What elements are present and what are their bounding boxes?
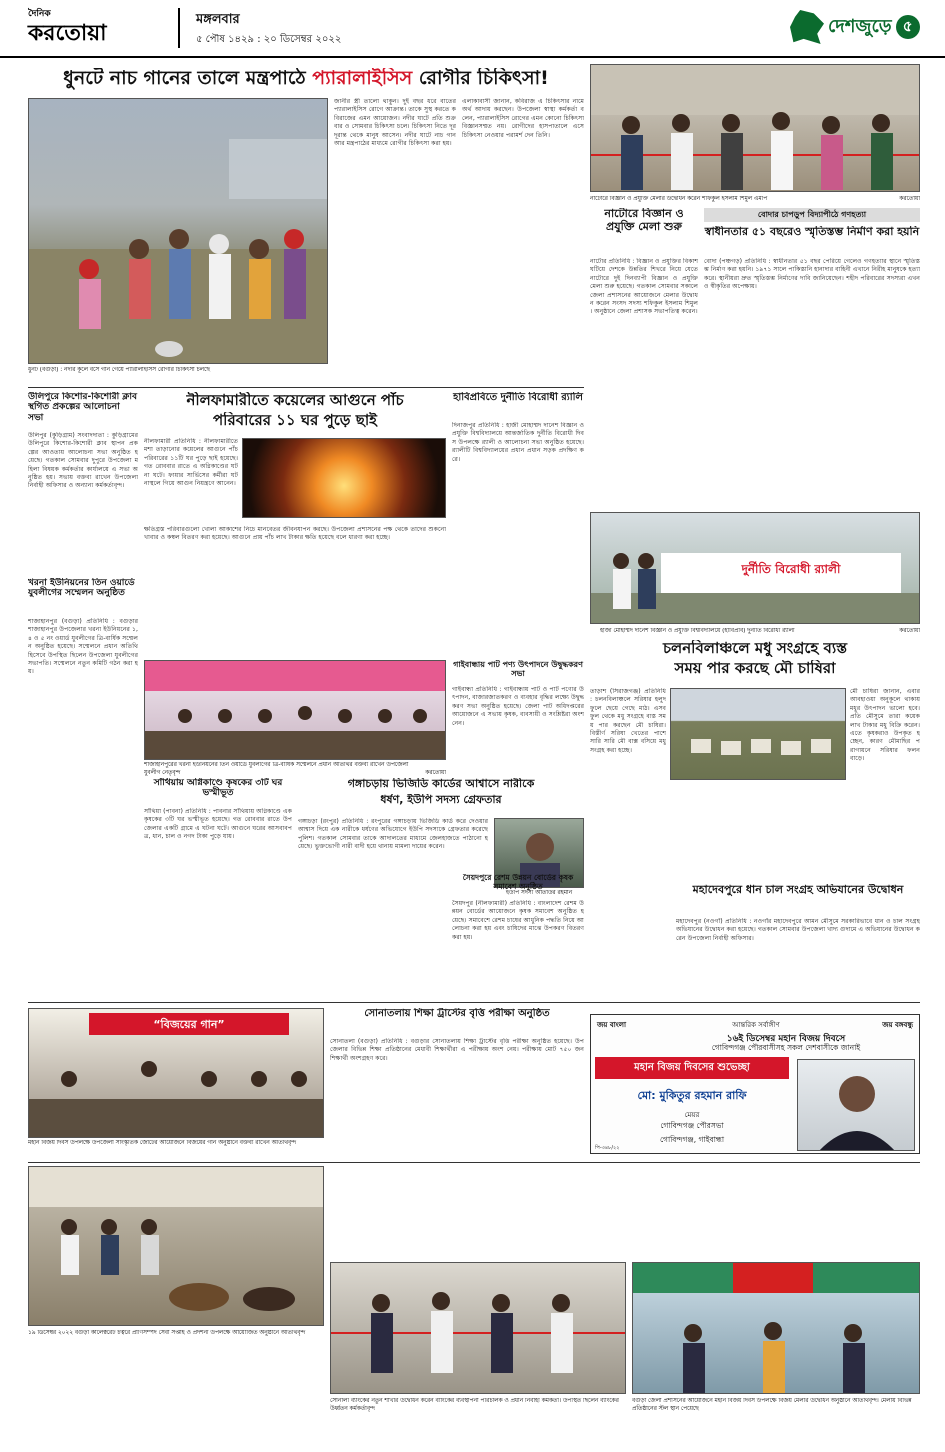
chapai-kicker: বোদার চাপড়ুপ বিদ্যাপীঠে গণহত্যা [704,208,920,222]
habipro-body: দিনাজপুর প্রতিনিধি : হাজী মোহাম্মদ দানেশ বিজ্ঞান ও প্রযুক্তি বিশ্ববিদ্যালয়ে আন্তর্জাতিক দুর্নীতি বিরোধী দিবস উপলক্ষে র‍্যালী ও আলোচনা সভা অনুষ্ঠিত হয়েছে। র‍্যালীটি বিশ্ববিদ্যালয়ের প্রধান প্রধান সড়ক প্রদক্ষিণ করে। [452,422,584,463]
mohadevpur-headline: মহাদেবপুরে ধান চাল সংগ্রহ অভিযানের উদ্বোধন [692,884,904,896]
conference-photo-art [145,661,446,760]
section-logo [790,8,940,46]
ad-code: পি-৩৪৮/২২ [595,1145,620,1151]
kharna-story [28,578,138,998]
kharna-headline: খরনা ইউনিয়নের তিন ওয়ার্ডে যুবলীগের সম্মেলন অনুষ্ঠিত [28,578,135,599]
natore-fair-photo [590,64,920,192]
ad-left-label: জয় বাংলা [597,1021,627,1029]
nilphamari-body-left: নীলফামারী প্রতিনিধি : নীলফামারীতে মশা তাড়ানোর কয়েলের আগুনে পাঁচ পরিবারের ১১টি ঘর পুড়ে ছাই হয়েছে। গত রোববার রাতে এ অগ্নিকাণ্ডের ঘটনা ঘটে। ফায়ার সার্ভিসের কর্মীরা ঘটনাস্থলে গিয়ে আগুন নিয়ন্ত্রণে আনেন। [144,438,238,488]
ad-greeting: মহান বিজয় দিবসের শুভেচ্ছা [634,1062,750,1073]
ad-org: গোবিন্দগঞ্জ পৌরসভা [660,1121,724,1130]
lead-photo-caption: ধুনট (বগুড়া) : নদীর কূলে বসে গান গেয়ে প্যারালাইসিস রোগীর চিকিৎসা চলছে [28,367,210,373]
victory-fair-photo-art [633,1263,920,1394]
chalan-body-left: তাড়াশ (সিরাজগঞ্জ) প্রতিনিধি : চলনবিলাঞ্চলে সরিষার হলুদ ফুলে ছেয়ে গেছে মাঠ। এসব ফুল থেকে মধু সংগ্রহে ব্যস্ত সময় পার করছেন মৌ চাষিরা। বিস্তীর্ণ সরিষা খেতের পাশে সারি সারি মৌ বাক্স বসিয়ে মধু সংগ্রহ করা হচ্ছে। [590,688,666,754]
masthead-day: মঙ্গলবার [196,12,240,27]
lead-headline-part-b: রোগীর চিকিৎসা! [412,68,549,89]
lead-body-right: এলাকাবাসী জানান, কবিরাজ এ চিকিৎসার নামে অর্থ আদায় করছেন। উপজেলা স্বাস্থ্য কর্মকর্তা বলেন, প্যারালাইসিস রোগের এমন কোনো চিকিৎসা বিজ্ঞানসম্মত নয়। রোগীদের হাসপাতালে এসে চিকিৎসা নেওয়ার পরামর্শ দেন তিনি। [462,98,584,139]
masthead-date: ৫ পৌষ ১৪২৯ : ২০ ডিসেম্বর ২০২২ [196,34,342,45]
sathia-headline: সাঁথিয়ায় অগ্নিকাণ্ডে কৃষকের ৩টি ঘর ভস্মীভূত [153,778,283,799]
conference-photo-credit: করতোয়া [425,770,446,776]
habipro-story [452,392,584,656]
rule [28,1002,920,1003]
masthead-divider [178,8,180,48]
livestock-photo [28,1166,324,1326]
natore-story [590,208,698,508]
nilphamari-body-right: ক্ষতিগ্রস্ত পরিবারগুলো খোলা আকাশের নিচে মানবেতর জীবনযাপন করছে। উপজেলা প্রশাসনের পক্ষ থেকে তাদের শুকনো খাবার ও কম্বল বিতরণ করা হয়েছে। আগুনে প্রায় পাঁচ লাখ টাকার ক্ষতি হয়েছে বলে ধারণা করা হচ্ছে। [144,526,446,542]
natore-photo-art [591,65,920,192]
rally-banner: দুর্নীতি বিরোধী র‍্যালী [741,562,841,576]
sathia-story [144,778,292,998]
mayor-portrait [797,1059,915,1151]
conference-photo-caption: শাজাহানপুরের খরনা ইউনিয়নের তিন ওয়ার্ডে যুবলীগের ত্রি-বার্ষিক সম্মেলনে প্রধান অতিথির বক্তব্য রাখেন উপজেলা যুবলীগ নেতৃবৃন্দ [144,762,409,776]
lead-headline-highlight: প্যারালাইসিস [312,68,413,89]
logo-small-text: দৈনিক [28,9,51,19]
ad-place: গোবিন্দগঞ্জ, গাইবান্ধা [659,1135,725,1144]
chapai-body: বোদা (পঞ্চগড়) প্রতিনিধি : স্বাধীনতার ৫১ বছর পেরিয়ে গেলেও গণহত্যার স্থানে স্মৃতিস্তম্ভ নির্মাণ করা হয়নি। ১৯৭১ সালে পাকিস্তানি হানাদার বাহিনী এখানে নিরীহ মানুষকে হত্যা করে। স্থানীয়রা দ্রুত স্মৃতিস্তম্ভ নির্মাণের দাবি জানিয়েছেন। শহীদ পরিবারের সদস্যরা এখনও স্বীকৃতির অপেক্ষায়। [704,258,920,291]
conference-photo [144,660,446,760]
saidpur-headline: সৈয়দপুরে রেশম উন্নয়ন বোর্ডের কৃষক সমাবেশ অনুষ্ঠিত [462,874,574,891]
ad-right-label: জয় বঙ্গবন্ধু [882,1021,913,1029]
natore-photo-caption: নাটোরে বিজ্ঞান ও প্রযুক্তি মেলার উদ্বোধন করেন শফিকুল ইসলাম শিমুল এমপি [590,196,768,202]
chalan-headline-1: চলনবিলাঞ্চলে মধু সংগ্রহে ব্যস্ত [662,640,848,657]
page-number: ৫ [896,15,920,39]
livestock-photo-art [29,1167,324,1326]
gangachara-headline-2: ধর্ষণ, ইউপি সদস্য গ্রেফতার [380,794,502,806]
bangladesh-map-icon [790,10,824,44]
habipro-headline: হাবিপ্রবিতে দুর্নীতি বিরোধী র‍্যালি [453,392,583,403]
accused-photo-caption: ইউপি সদস্য আতাউর রহমান [505,890,573,896]
bank-inauguration-photo [330,1262,626,1394]
ad-top-line: আন্তরিক সর্বাঙ্গীণ [732,1021,780,1029]
fire-photo [242,438,446,518]
kharna-body: শাজাহানপুর (বগুড়া) প্রতিনিধি : বগুড়ার শাজাহানপুর উপজেলার খরনা ইউনিয়নের ১, ৪ ও ৫ নং ওয়ার্ড যুবলীগের ত্রি-বার্ষিক সম্মেলন অনুষ্ঠিত হয়েছে। সম্মেলনে প্রধান অতিথি হিসেবে উপস্থিত ছিলেন উপজেলা যুবলীগের সভাপতি। সম্মেলনে নতুন কমিটি গঠন করা হয়। [28,618,138,676]
mohadevpur-body: মহাদেবপুর (নওগাঁ) প্রতিনিধি : নওগাঁর মহাদেবপুরে আমন মৌসুমে সরকারিভাবে ধান ও চাল সংগ্রহ অভিযানের উদ্বোধন করা হয়েছে। গতকাল সোমবার উপজেলা খাদ্য গুদামে এ অভিযানের উদ্বোধন করেন উপজেলা নির্বাহী অফিসার। [676,918,920,942]
ulipur-body: উলিপুর (কুড়িগ্রাম) সংবাদদাতা : কুড়িগ্রামের উলিপুরে কিশোর-কিশোরী ক্লাব স্থাপন প্রকল্পের আওতায় আলোচনা সভা অনুষ্ঠিত হয়েছে। গতকাল সোমবার দুপুরে উপজেলা মহিলা বিষয়ক কর্মকর্তার কার্যালয়ে এ সভা অনুষ্ঠিত হয়। সভায় বক্তব্য রাখেন উপজেলা নির্বাহী অফিসার ও অন্যান্য কর্মকর্তাবৃন্দ। [28,432,138,490]
bijoy-banner: “বিজয়ের গান” [153,1018,225,1031]
beehive-photo [670,688,846,780]
ad-name: মো: মুকিতুর রহমান রাফি [637,1089,747,1102]
natore-photo-credit: করতোয়া [899,196,920,202]
chalan-body-right: মৌ চাষিরা জানান, এবার আবহাওয়া অনুকূলে থাকায় মধুর উৎপাদন ভালো হবে। প্রতি মৌসুমে তারা কয়েক লাখ টাকার মধু বিক্রি করেন। এতে কৃষকরাও উপকৃত হচ্ছেন, কারণ মৌমাছির পরাগায়নে সরিষার ফলন বাড়ে। [850,688,920,763]
natore-headline: নাটোরে বিজ্ঞান ও প্রযুক্তি মেলা শুরু [604,208,684,233]
gangachara-headline-1: গঙ্গাচড়ায় ভিজিডি কার্ডের আশ্বাসে নারীকে [347,778,535,790]
rally-caption: হাজী মোহাম্মদ দানেশ বিজ্ঞান ও প্রযুক্তি বিশ্ববিদ্যালয়ে (হাবিপ্রবি) দুর্নীতি বিরোধী র‍্যালী [600,628,795,634]
sonatala-body: সোনাতলা (বগুড়া) প্রতিনিধি : বগুড়ার সোনাতলায় শিক্ষা ট্রাস্টের বৃত্তি পরীক্ষা অনুষ্ঠিত হয়েছে। উপজেলার বিভিন্ন শিক্ষা প্রতিষ্ঠানের মেধাবী শিক্ষার্থীরা এ পরীক্ষায় অংশ নেয়। পরীক্ষায় মোট ৭৫০ জন শিক্ষার্থী অংশগ্রহণ করে। [330,1038,584,1062]
ad-title: মেয়র [684,1111,700,1119]
masthead [0,0,945,58]
lead-photo-art [29,99,328,364]
nilphamari-story [144,392,446,656]
lead-story [28,64,584,384]
gaibandha-headline: গাইবান্ধায় পাট পণ্য উৎপাদনে উদ্বুদ্ধকরণ সভা [453,660,583,679]
lead-photo [28,98,328,364]
bank-caption: সোনালী ব্যাংকের নতুন শাখার উদ্বোধন করেন ব্যাংকের ব্যবস্থাপনা পরিচালক ও প্রধান নির্বাহী কর্মকর্তা। উপস্থিত ছিলেন ব্যাংকের উর্ধ্বতন কর্মকর্তাবৃন্দ [330,1398,619,1412]
ad-greeting-banner [595,1057,789,1079]
bank-photo-art [331,1263,626,1394]
sathia-body: সাঁথিয়া (পাবনা) প্রতিনিধি : পাবনার সাঁথিয়ায় অগ্নিকাণ্ডে এক কৃষকের ৩টি ঘর ভস্মীভূত হয়েছে। গত রোববার রাতে উপজেলার একটি গ্রামে এ ঘটনা ঘটে। আগুনে ঘরের আসবাবপত্র, ধান, চাল ও নগদ টাকা পুড়ে যায়। [144,808,292,841]
chalan-headline-2: সময় পার করছে মৌ চাষিরা [674,660,836,677]
chapai-headline: স্বাধীনতার ৫১ বছরেও স্মৃতিস্তম্ভ নির্মাণ করা হয়নি [704,226,920,238]
chapai-story [704,208,920,508]
rally-credit: করতোয়া [899,628,920,634]
bijoy-gaan-photo [28,1008,324,1138]
bijoy-caption: মহান বিজয় দিবস উপলক্ষে উপজেলা সাংস্কৃতিক জোটের আয়োজনে বিজয়ের গান অনুষ্ঠানে বক্তব্য রাখেন অতিথিবৃন্দ [28,1140,296,1146]
mohadevpur-story [590,884,920,1004]
gaibandha-body: গাইবান্ধা প্রতিনিধি : গাইবান্ধায় পাট ও পাট পণ্যের উৎপাদন, বাজারজাতকরণ ও ব্যবহার বৃদ্ধির লক্ষ্যে উদ্বুদ্ধকরণ সভা অনুষ্ঠিত হয়েছে। জেলা পাট অধিদপ্তরের আয়োজনে এ সভায় কৃষক, ব্যবসায়ী ও সংশ্লিষ্টরা অংশ নেন। [452,686,584,727]
chalan-story [590,640,920,880]
saidpur-story [452,874,584,998]
rule [28,387,584,388]
rally-photo [590,512,920,624]
nilphamari-headline-1: নীলফামারীতে কয়েলের আগুনে পাঁচ [186,392,404,409]
nilphamari-headline-2: পরিবারের ১১ ঘর পুড়ে ছাই [213,412,377,429]
rule [28,1162,920,1163]
victory-fair-photo [632,1262,920,1394]
section-name: দেশজুড়ে [828,15,892,37]
lead-body-left: জানীর স্ত্রী তালো থাকুন। দুই বছর ধরে বাতের প্যারালাইসিস রোগে আক্রান্ত। তাকে সুস্থ করতে কবিরাজের এমন আয়োজন। নদীর ঘাটে প্রতি শুক্রবার ও সোমবার চিকিৎসা চলে। চিকিৎসা নিতে দূর দূরান্ত থেকে মানুষ আসেন। নদীর ঘাটে নাচ গান আর মন্ত্রপাঠের মাধ্যমে রোগীর চিকিৎসা করা হয়। [334,98,456,148]
victory-fair-caption: বগুড়া জেলা প্রশাসনের আয়োজনে মহান বিজয় দিবস উপলক্ষে বিজয় মেলার উদ্বোধন অনুষ্ঠানে অতিথিবৃন্দ। মেলায় বিভিন্ন প্রতিষ্ঠানের স্টল স্থান পেয়েছে [632,1398,912,1412]
livestock-caption: ১৯ ডিসেম্বর ২০২২ বগুড়া কালেক্টরেট চত্বরে প্রাণিসম্পদ সেবা সপ্তাহ ও প্রদর্শনী উপলক্ষে আয়োজিত অনুষ্ঠানে অতিথিবৃন্দ [28,1330,306,1336]
sonatala-story [330,1008,584,1158]
victory-day-advert [590,1014,920,1154]
beehive-photo-art [671,689,846,780]
lead-headline-part-a: ধুনটে নাচ গানের তালে মন্ত্রপাঠে [63,68,313,89]
newspaper-logo: করতোয়া [28,20,107,46]
sonatala-headline: সোনাতলায় শিক্ষা ট্রাস্টের বৃত্তি পরীক্ষা অনুষ্ঠিত [364,1008,550,1019]
mayor-portrait-art [798,1060,915,1151]
ad-line-3: গোবিন্দগঞ্জ পৌরবাসীসহ সকল দেশবাসীকে জানাই [711,1043,861,1052]
gangachara-body: গঙ্গাচড়া (রংপুর) প্রতিনিধি : রংপুরের গঙ্গাচড়ায় ভিজিডি কার্ড করে দেওয়ার আশ্বাস দিয়ে এক নারীকে ধর্ষণের অভিযোগে ইউপি সদস্যকে গ্রেফতার করেছে পুলিশ। গতকাল সোমবার তাকে আদালতের মাধ্যমে জেলহাজতে পাঠানো হয়েছে। ভুক্তভোগী নারী বাদী হয়ে থানায় মামলা দায়ের করেন। [298,818,488,851]
ad-line-2: ১৬ই ডিসেম্বর মহান বিজয় দিবসে [726,1034,846,1044]
ulipur-headline: উলিপুরে কিশোর-কিশোরী ক্লাব স্থগিত প্রকল্পের আলোচনা সভা [28,392,137,423]
ulipur-story [28,392,138,572]
saidpur-body: সৈয়দপুর (নীলফামারী) প্রতিনিধি : বাংলাদেশ রেশম উন্নয়ন বোর্ডের আয়োজনে কৃষক সমাবেশ অনুষ্ঠিত হয়েছে। সমাবেশে রেশম চাষের আধুনিক পদ্ধতি নিয়ে আলোচনা করা হয় এবং চাষিদের মাঝে উপকরণ বিতরণ করা হয়। [452,900,584,941]
lead-headline [28,68,584,90]
natore-body: নাটোর প্রতিনিধি : বিজ্ঞান ও প্রযুক্তির বিকাশ ঘটিয়ে দেশকে উন্নতির শিখরে নিয়ে যেতে নাটোরে দুই দিনব্যাপী বিজ্ঞান ও প্রযুক্তি মেলা শুরু হয়েছে। গতকাল সোমবার সকালে জেলা প্রশাসনের আয়োজনে মেলার উদ্বোধন করেন সংসদ সদস্য শফিকুল ইসলাম শিমুল। অনুষ্ঠানে জেলা প্রশাসক সভাপতিত্ব করেন। [590,258,698,316]
